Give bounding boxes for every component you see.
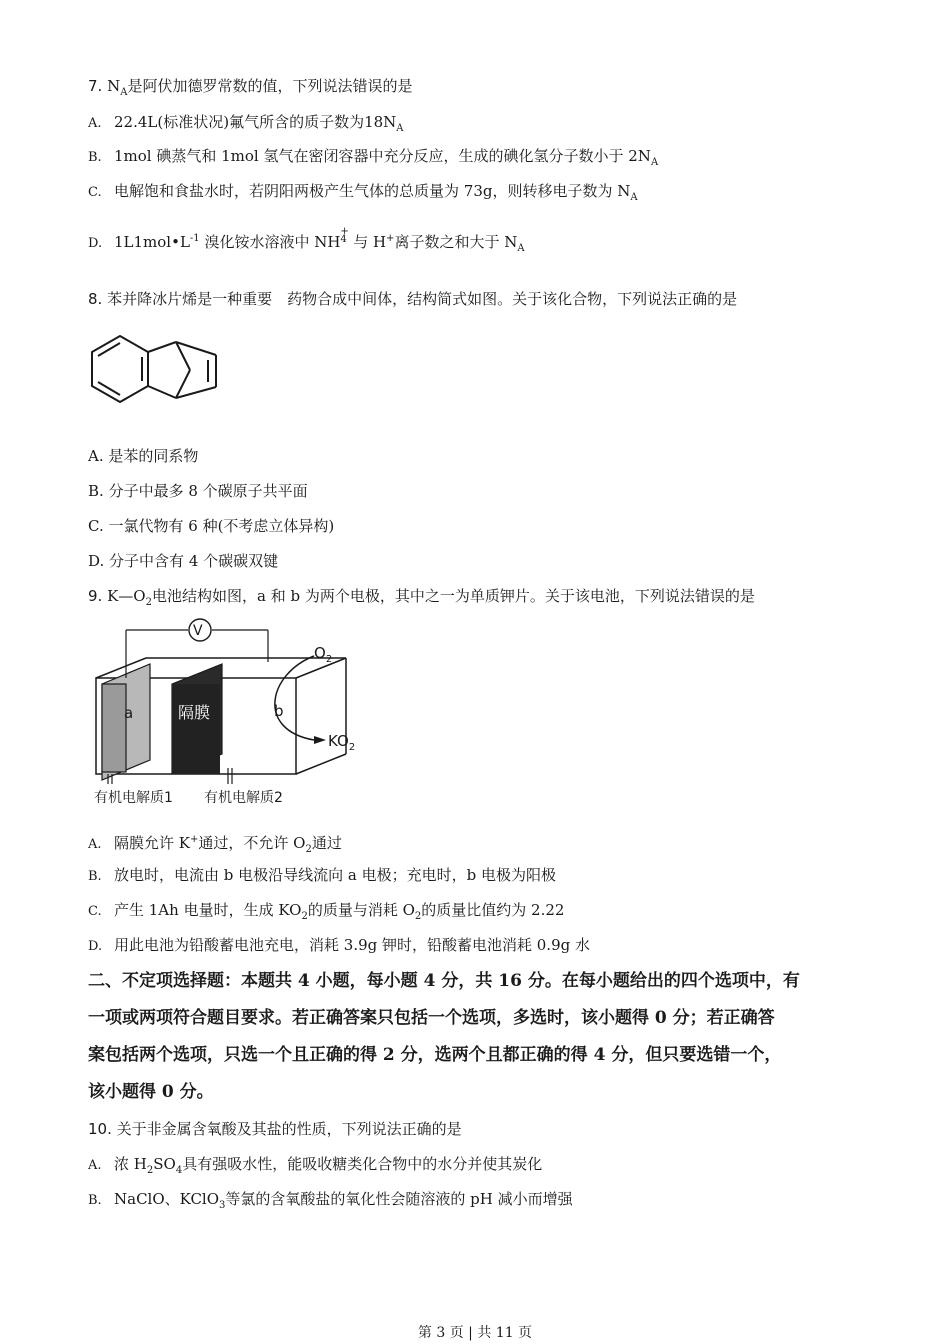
q7-option-b: B. 1mol 碘蒸气和 1mol 氢气在密闭容器中充分反应，生成的碘化氢分子数小于 $2N_A$ <box>88 147 659 168</box>
electrolyte-1-label: 有机电解质1 <box>94 790 173 806</box>
q8-option-b: B. 分子中最多 8 个碳原子共平面 <box>88 482 308 500</box>
o2-label: $O_2$ <box>314 644 333 665</box>
membrane-label: 隔膜 <box>178 703 211 722</box>
q8-number: 8. <box>88 290 103 308</box>
electrode-b-label: b <box>274 702 284 720</box>
q10-option-b: B. NaClO、KClO$_3$等氯的含氧酸盐的氧化性会随溶液的 pH 减小而增强 <box>88 1190 573 1211</box>
ko2-label: $KO_2$ <box>328 732 356 753</box>
section2-line-2: 一项或两项符合题目要求。若正确答案只包括一个选项，多选时，该小题得 0 分；若正确答 <box>88 1008 775 1028</box>
q8-option-a: A. 是苯的同系物 <box>88 447 199 465</box>
q9-number: 9. <box>88 587 103 605</box>
q7-number: 7. <box>88 77 103 95</box>
section2-line-3: 案包括两个选项，只选一个且正确的得 2 分，选两个且都正确的得 4 分，但只要选错一个， <box>88 1045 782 1065</box>
q7-option-c: C. 电解饱和食盐水时，若阴阳两极产生气体的总质量为 73g，则转移电子数为 $N_A$ <box>88 182 638 203</box>
q10-option-a: A. 浓 $H_2SO_4$具有强吸水性，能吸收糖类化合物中的水分并使其炭化 <box>88 1155 543 1176</box>
q9-option-c: C. 产生 1Ah 电量时，生成 $KO_2$的质量与消耗 $O_2$的质量比值约为 2.22 <box>88 901 565 922</box>
q10-number: 10. <box>88 1120 112 1138</box>
q7-stem: 7. $N_A$是阿伏加德罗常数的值，下列说法错误的是 <box>88 77 413 98</box>
voltmeter-label: V <box>193 623 203 639</box>
q7-option-a: A. 22.4L(标准状况)氟气所含的质子数为$18N_A$ <box>88 113 404 134</box>
q9-stem: 9. $K—O_2$电池结构如图，a 和 b 为两个电极，其中之一为单质钾片。关于该电池，下列说法错误的是 <box>88 587 755 608</box>
q8-option-c: C. 一氯代物有 6 种(不考虑立体异构) <box>88 517 335 535</box>
q9-option-d: D. 用此电池为铅酸蓄电池充电，消耗 3.9g 钾时，铅酸蓄电池消耗 0.9g 水 <box>88 936 590 954</box>
q9-option-a: A. 隔膜允许 K+通过，不允许 $O_2$通过 <box>88 834 342 855</box>
electrolyte-2-label: 有机电解质2 <box>204 790 283 806</box>
q7-option-d: D. $1L1mol•L^{-1}$ 溴化铵水溶液中 NH + 4 与 H+离子数之和大于 $N_A$ <box>88 226 525 254</box>
section2-line-4: 该小题得 0 分。 <box>88 1082 214 1102</box>
q8-stem: 8. 苯并降冰片烯是一种重要 药物合成中间体，结构简式如图。关于该化合物，下列说法正确的是 <box>88 290 738 308</box>
battery-diagram <box>88 618 358 813</box>
page-footer: 第 3 页 | 共 11 页 <box>417 1325 533 1341</box>
section2-line-1: 二、不定项选择题：本题共 4 小题，每小题 4 分，共 16 分。在每小题给出的四个选项中，有 <box>88 971 800 991</box>
q10-stem: 10. 关于非金属含氧酸及其盐的性质，下列说法正确的是 <box>88 1120 462 1138</box>
q8-option-d: D. 分子中含有 4 个碳碳双键 <box>88 552 279 570</box>
benzonorbornadiene-structure <box>86 330 226 420</box>
q9-option-b: B. 放电时，电流由 b 电极沿导线流向 a 电极；充电时，b 电极为阳极 <box>88 866 556 884</box>
electrode-a-label: a <box>124 704 134 722</box>
